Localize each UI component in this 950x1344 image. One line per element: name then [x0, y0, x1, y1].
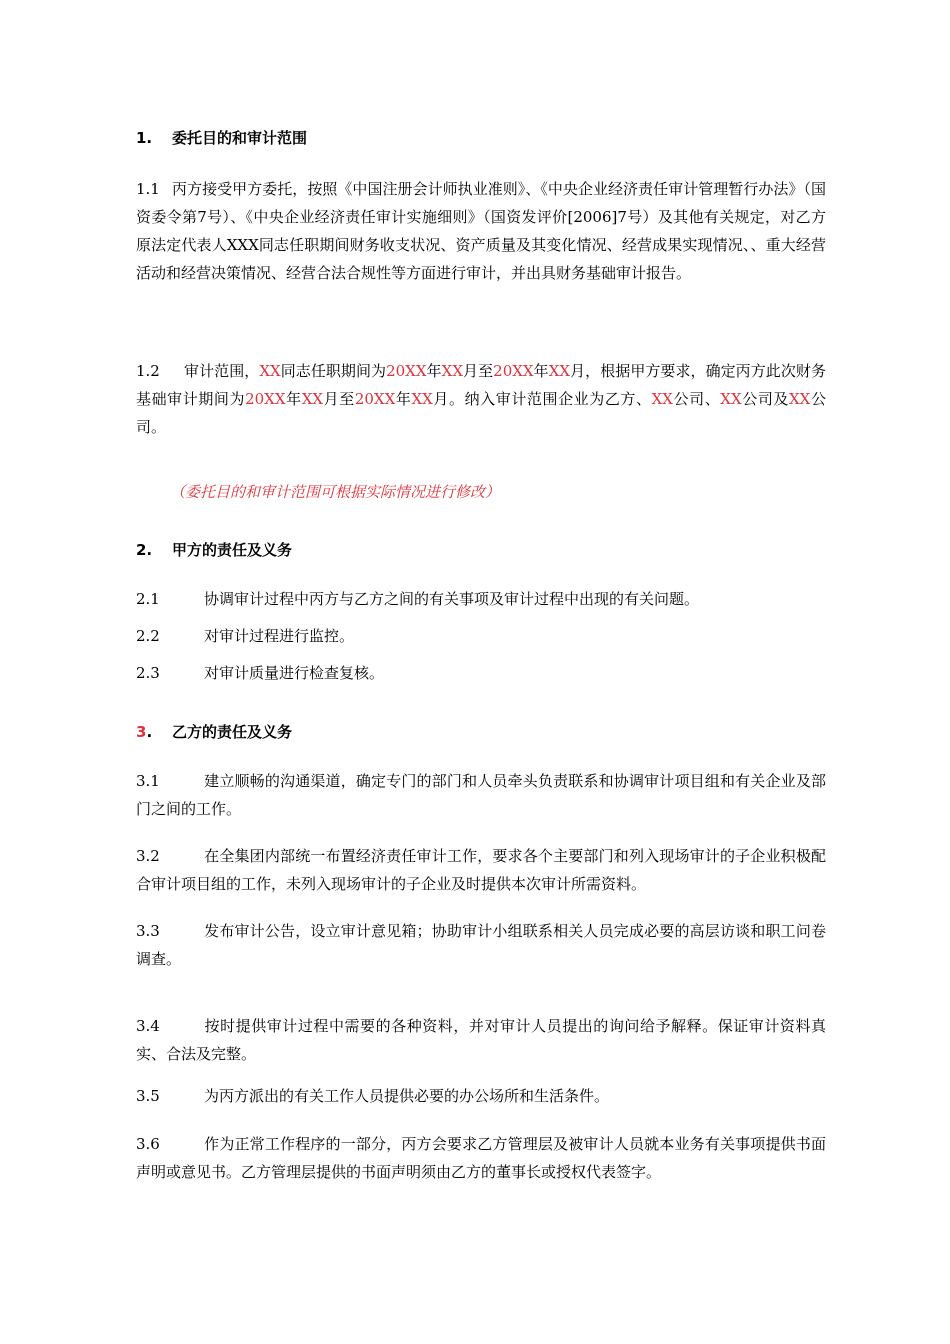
clause-3-3: [136, 917, 826, 973]
placeholder-mark: XX: [720, 390, 742, 408]
clause-1-2: [136, 357, 826, 441]
clause-number: 1.1: [136, 180, 160, 198]
editable-note: （委托目的和审计范围可根据实际情况进行修改）: [170, 483, 501, 501]
clause-number: 2.2: [136, 627, 160, 645]
clause-number: 3.4: [136, 1017, 160, 1035]
clause-number: 3.1: [136, 772, 160, 790]
clause-segment: 年: [533, 362, 549, 380]
clause-text: 为丙方派出的有关工作人员提供必要的办公场所和生活条件。: [204, 1087, 610, 1105]
clause-segment: 公司。: [136, 390, 826, 436]
placeholder-mark: XX: [259, 362, 281, 380]
placeholder-mark: XX: [441, 362, 463, 380]
clause-1-1: [136, 175, 826, 287]
section-3-number-dot: .: [146, 723, 153, 741]
clause-text: 建立顺畅的沟通渠道，确定专门的部门和人员牵头负责联系和协调审计项目组和有关企业及部门之间的工作。: [136, 772, 826, 818]
clause-segment: 公司、: [672, 390, 721, 408]
clause-segment: 月至: [463, 362, 494, 380]
clause-segment: 月至: [323, 390, 355, 408]
clause-number: 2.1: [136, 590, 160, 608]
section-3-title: 乙方的责任及义务: [172, 723, 293, 741]
clause-segment: 公司及: [741, 390, 789, 408]
clause-text: 按时提供审计过程中需要的各种资料，并对审计人员提出的询问给予解释。保证审计资料真实、合法及完整。: [136, 1017, 826, 1063]
clause-3-4: [136, 1012, 826, 1068]
clause-number: 3.5: [136, 1087, 160, 1105]
placeholder-mark: XX: [548, 362, 571, 380]
clause-number: 3.3: [136, 922, 160, 940]
placeholder-mark: XX: [651, 390, 673, 408]
clause-2-1: [136, 585, 826, 613]
section-2-number: 2.: [136, 541, 153, 559]
placeholder-mark: 20XX: [245, 390, 286, 408]
section-3-heading: [136, 722, 292, 742]
clause-3-5: [136, 1082, 826, 1110]
section-1-heading: [136, 128, 307, 148]
placeholder-mark: 20XX: [354, 390, 396, 408]
placeholder-mark: 20XX: [386, 362, 427, 380]
clause-text: 作为正常工作程序的一部分，丙方会要求乙方管理层及被审计人员就本业务有关事项提供书面声明或意见书。乙方管理层提供的书面声明须由乙方的董事长或授权代表签字。: [136, 1135, 826, 1181]
clause-segment: 月，根据甲方要求，确定丙方此次财务基础审计期间为: [136, 362, 826, 408]
clause-text: 丙方接受甲方委托，按照《中国注册会计师执业准则》、《中央企业经济责任审计管理暂行办法》（国资委令第7号）、《中央企业经济责任审计实施细则》（国资发评价[2006]7号）及其他有关规定，对乙方原法定代表人XXX同志任职期间财务收支状况、资产质量及其变化情况、经营成果实现情况、、重大经营活动和经营决策情况、经营合法合规性等方面进行审计，并出具财务基础审计报告。: [136, 180, 826, 282]
clause-number: 3.6: [136, 1135, 160, 1153]
section-1-title: 委托目的和审计范围: [172, 129, 308, 147]
clause-number: 2.3: [136, 664, 160, 682]
placeholder-mark: XX: [789, 390, 811, 408]
clause-3-6: [136, 1130, 826, 1186]
clause-text: 在全集团内部统一布置经济责任审计工作，要求各个主要部门和列入现场审计的子企业积极配合审计项目组的工作，未列入现场审计的子企业及时提供本次审计所需资料。: [136, 847, 826, 893]
clause-text: 协调审计过程中丙方与乙方之间的有关事项及审计过程中出现的有关问题。: [204, 590, 700, 608]
section-3-number-digit: 3: [136, 723, 147, 741]
clause-3-1: [136, 767, 826, 823]
placeholder-mark: XX: [411, 390, 433, 408]
clause-2-3: [136, 659, 826, 687]
clause-number: 3.2: [136, 847, 160, 865]
clause-text: 对审计过程进行监控。: [204, 627, 355, 645]
section-3-number: [136, 722, 172, 742]
section-2-title: 甲方的责任及义务: [172, 541, 293, 559]
clause-text: 发布审计公告，设立审计意见箱；协助审计小组联系相关人员完成必要的高层访谈和职工问卷调查。: [136, 922, 826, 968]
placeholder-mark: XX: [301, 390, 324, 408]
clause-segment: 年: [395, 390, 412, 408]
clause-2-2: [136, 622, 826, 650]
section-1-number: 1.: [136, 129, 153, 147]
clause-segment: 年: [426, 362, 442, 380]
clause-segment: 审计范围，: [184, 362, 260, 380]
clause-3-2: [136, 842, 826, 898]
section-2-heading: [136, 540, 292, 560]
clause-segment: 同志任职期间为: [280, 362, 387, 380]
clause-number: 1.2: [136, 362, 160, 380]
clause-segment: 月。纳入审计范围企业为乙方、: [432, 390, 652, 408]
placeholder-mark: 20XX: [493, 362, 534, 380]
clause-segment: 年: [285, 390, 302, 408]
clause-text: 对审计质量进行检查复核。: [204, 664, 385, 682]
